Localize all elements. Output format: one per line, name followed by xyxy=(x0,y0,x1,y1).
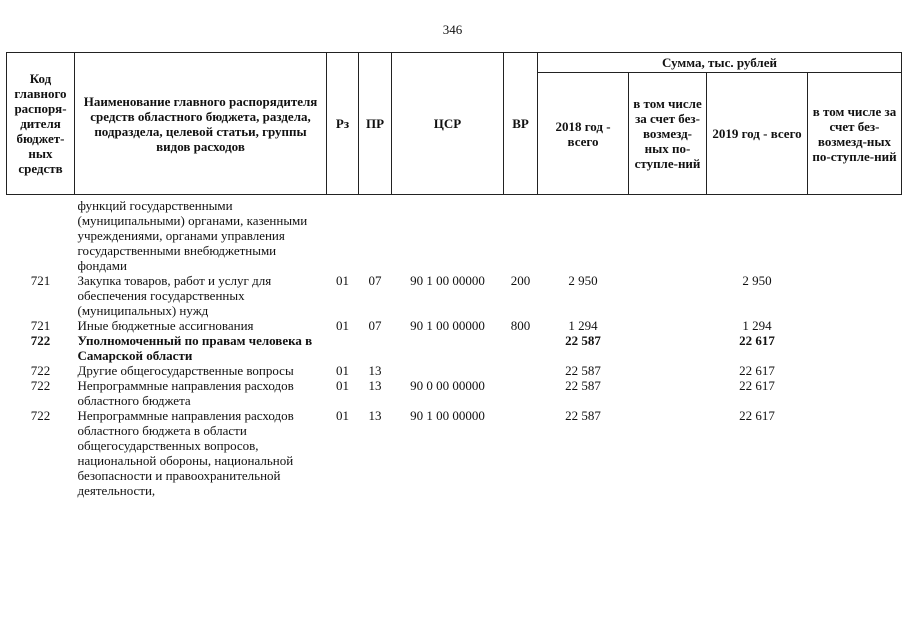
cell-csr: 90 1 00 00000 xyxy=(410,273,485,288)
cell-rz xyxy=(327,195,359,274)
cell-name: Другие общегосударственные вопросы xyxy=(77,363,294,378)
cell-2018-total: 22 587 xyxy=(565,378,601,393)
table-row xyxy=(7,363,902,378)
cell-2018-gratuitous xyxy=(629,318,707,333)
cell-2019-gratuitous xyxy=(808,333,902,363)
cell-csr xyxy=(392,333,504,363)
cell-2019-gratuitous xyxy=(808,318,902,333)
cell-2019-gratuitous xyxy=(808,363,902,378)
cell-2019-total: 22 617 xyxy=(739,363,775,378)
cell-code: 722 xyxy=(30,363,51,378)
table-row xyxy=(7,333,902,363)
cell-2019-gratuitous xyxy=(808,408,902,498)
cell-code: 721 xyxy=(30,273,51,288)
cell-rz: 01 xyxy=(336,378,349,393)
cell-rz xyxy=(327,333,359,363)
cell-2019-gratuitous xyxy=(808,195,902,274)
cell-2018-gratuitous xyxy=(629,363,707,378)
header-csr: ЦСР xyxy=(392,53,504,195)
cell-vr xyxy=(504,408,538,498)
cell-code: 722 xyxy=(30,378,51,393)
cell-2019-total: 22 617 xyxy=(739,333,775,348)
cell-vr: 200 xyxy=(510,273,531,288)
cell-vr xyxy=(504,378,538,408)
cell-2019-total: 22 617 xyxy=(739,408,775,423)
cell-2018-total: 22 587 xyxy=(565,363,601,378)
cell-2019-total xyxy=(707,195,808,274)
cell-name: Уполномоченный по правам человека в Самарской области xyxy=(77,333,313,363)
cell-rz: 01 xyxy=(336,363,349,378)
cell-csr: 90 0 00 00000 xyxy=(410,378,485,393)
cell-csr xyxy=(392,195,504,274)
header-2019-gratuitous: в том числе за счет без-возмезд-ных по-ступле-ний xyxy=(808,73,902,195)
header-sum: Сумма, тыс. рублей xyxy=(538,53,902,73)
cell-csr: 90 1 00 00000 xyxy=(410,318,485,333)
cell-name: Непрограммные направления расходов областного бюджета в области общегосударственных вопросов, национальной обороны, национальной безопасности и правоохранительной деятельности, xyxy=(77,408,294,498)
header-code: Код главного распоря-дителя бюджет-ных средств xyxy=(7,53,75,195)
cell-vr: 800 xyxy=(510,318,531,333)
table-row xyxy=(7,408,902,498)
cell-csr: 90 1 00 00000 xyxy=(410,408,485,423)
cell-code: 722 xyxy=(30,408,51,423)
cell-2019-total: 22 617 xyxy=(739,378,775,393)
table-row xyxy=(7,378,902,408)
header-rz: Рз xyxy=(327,53,359,195)
cell-name: функций государственными (муниципальными) органами, казенными учреждениями, органами управления государственными внебюджетными фондами xyxy=(77,198,308,273)
cell-rz: 01 xyxy=(336,408,349,423)
cell-2018-gratuitous xyxy=(629,378,707,408)
cell-code: 721 xyxy=(30,318,51,333)
cell-rz: 01 xyxy=(336,318,349,333)
cell-pr: 13 xyxy=(368,408,382,423)
cell-2018-gratuitous xyxy=(629,333,707,363)
cell-pr xyxy=(359,195,392,274)
cell-pr: 07 xyxy=(368,318,382,333)
header-2018-total: 2018 год - всего xyxy=(538,73,629,195)
cell-pr: 13 xyxy=(368,363,382,378)
cell-2018-total: 1 294 xyxy=(568,318,598,333)
page-number: 346 xyxy=(442,22,463,37)
cell-2019-total: 2 950 xyxy=(742,273,772,288)
cell-2019-gratuitous xyxy=(808,273,902,318)
cell-code: 722 xyxy=(30,333,51,348)
cell-csr xyxy=(392,363,504,378)
cell-name: Иные бюджетные ассигнования xyxy=(77,318,254,333)
cell-2018-gratuitous xyxy=(629,195,707,274)
table-row xyxy=(7,318,902,333)
table-body xyxy=(7,195,902,499)
cell-2019-total: 1 294 xyxy=(742,318,772,333)
cell-pr: 07 xyxy=(368,273,382,288)
cell-name: Непрограммные направления расходов областного бюджета xyxy=(77,378,294,408)
budget-table xyxy=(6,52,902,498)
table-row xyxy=(7,195,902,274)
header-2019-total: 2019 год - всего xyxy=(707,73,808,195)
cell-2018-total: 22 587 xyxy=(565,408,601,423)
cell-2018-total: 2 950 xyxy=(568,273,598,288)
cell-vr xyxy=(504,195,538,274)
header-vr: ВР xyxy=(504,53,538,195)
cell-pr: 13 xyxy=(368,378,382,393)
table-row xyxy=(7,273,902,318)
cell-2018-gratuitous xyxy=(629,273,707,318)
header-pr: ПР xyxy=(359,53,392,195)
cell-vr xyxy=(504,363,538,378)
header-name: Наименование главного распорядителя средств областного бюджета, раздела, подраздела, целевой статьи, группы видов расходов xyxy=(75,53,327,195)
cell-name: Закупка товаров, работ и услуг для обеспечения государственных (муниципальных) нужд xyxy=(77,273,272,318)
cell-rz: 01 xyxy=(336,273,349,288)
cell-pr xyxy=(359,333,392,363)
cell-code xyxy=(7,195,75,274)
cell-2018-gratuitous xyxy=(629,408,707,498)
cell-2018-total: 22 587 xyxy=(565,333,601,348)
cell-2018-total xyxy=(538,195,629,274)
cell-2019-gratuitous xyxy=(808,378,902,408)
header-2018-gratuitous: в том числе за счет без-возмезд-ных по-ступле-ний xyxy=(629,73,707,195)
cell-vr xyxy=(504,333,538,363)
